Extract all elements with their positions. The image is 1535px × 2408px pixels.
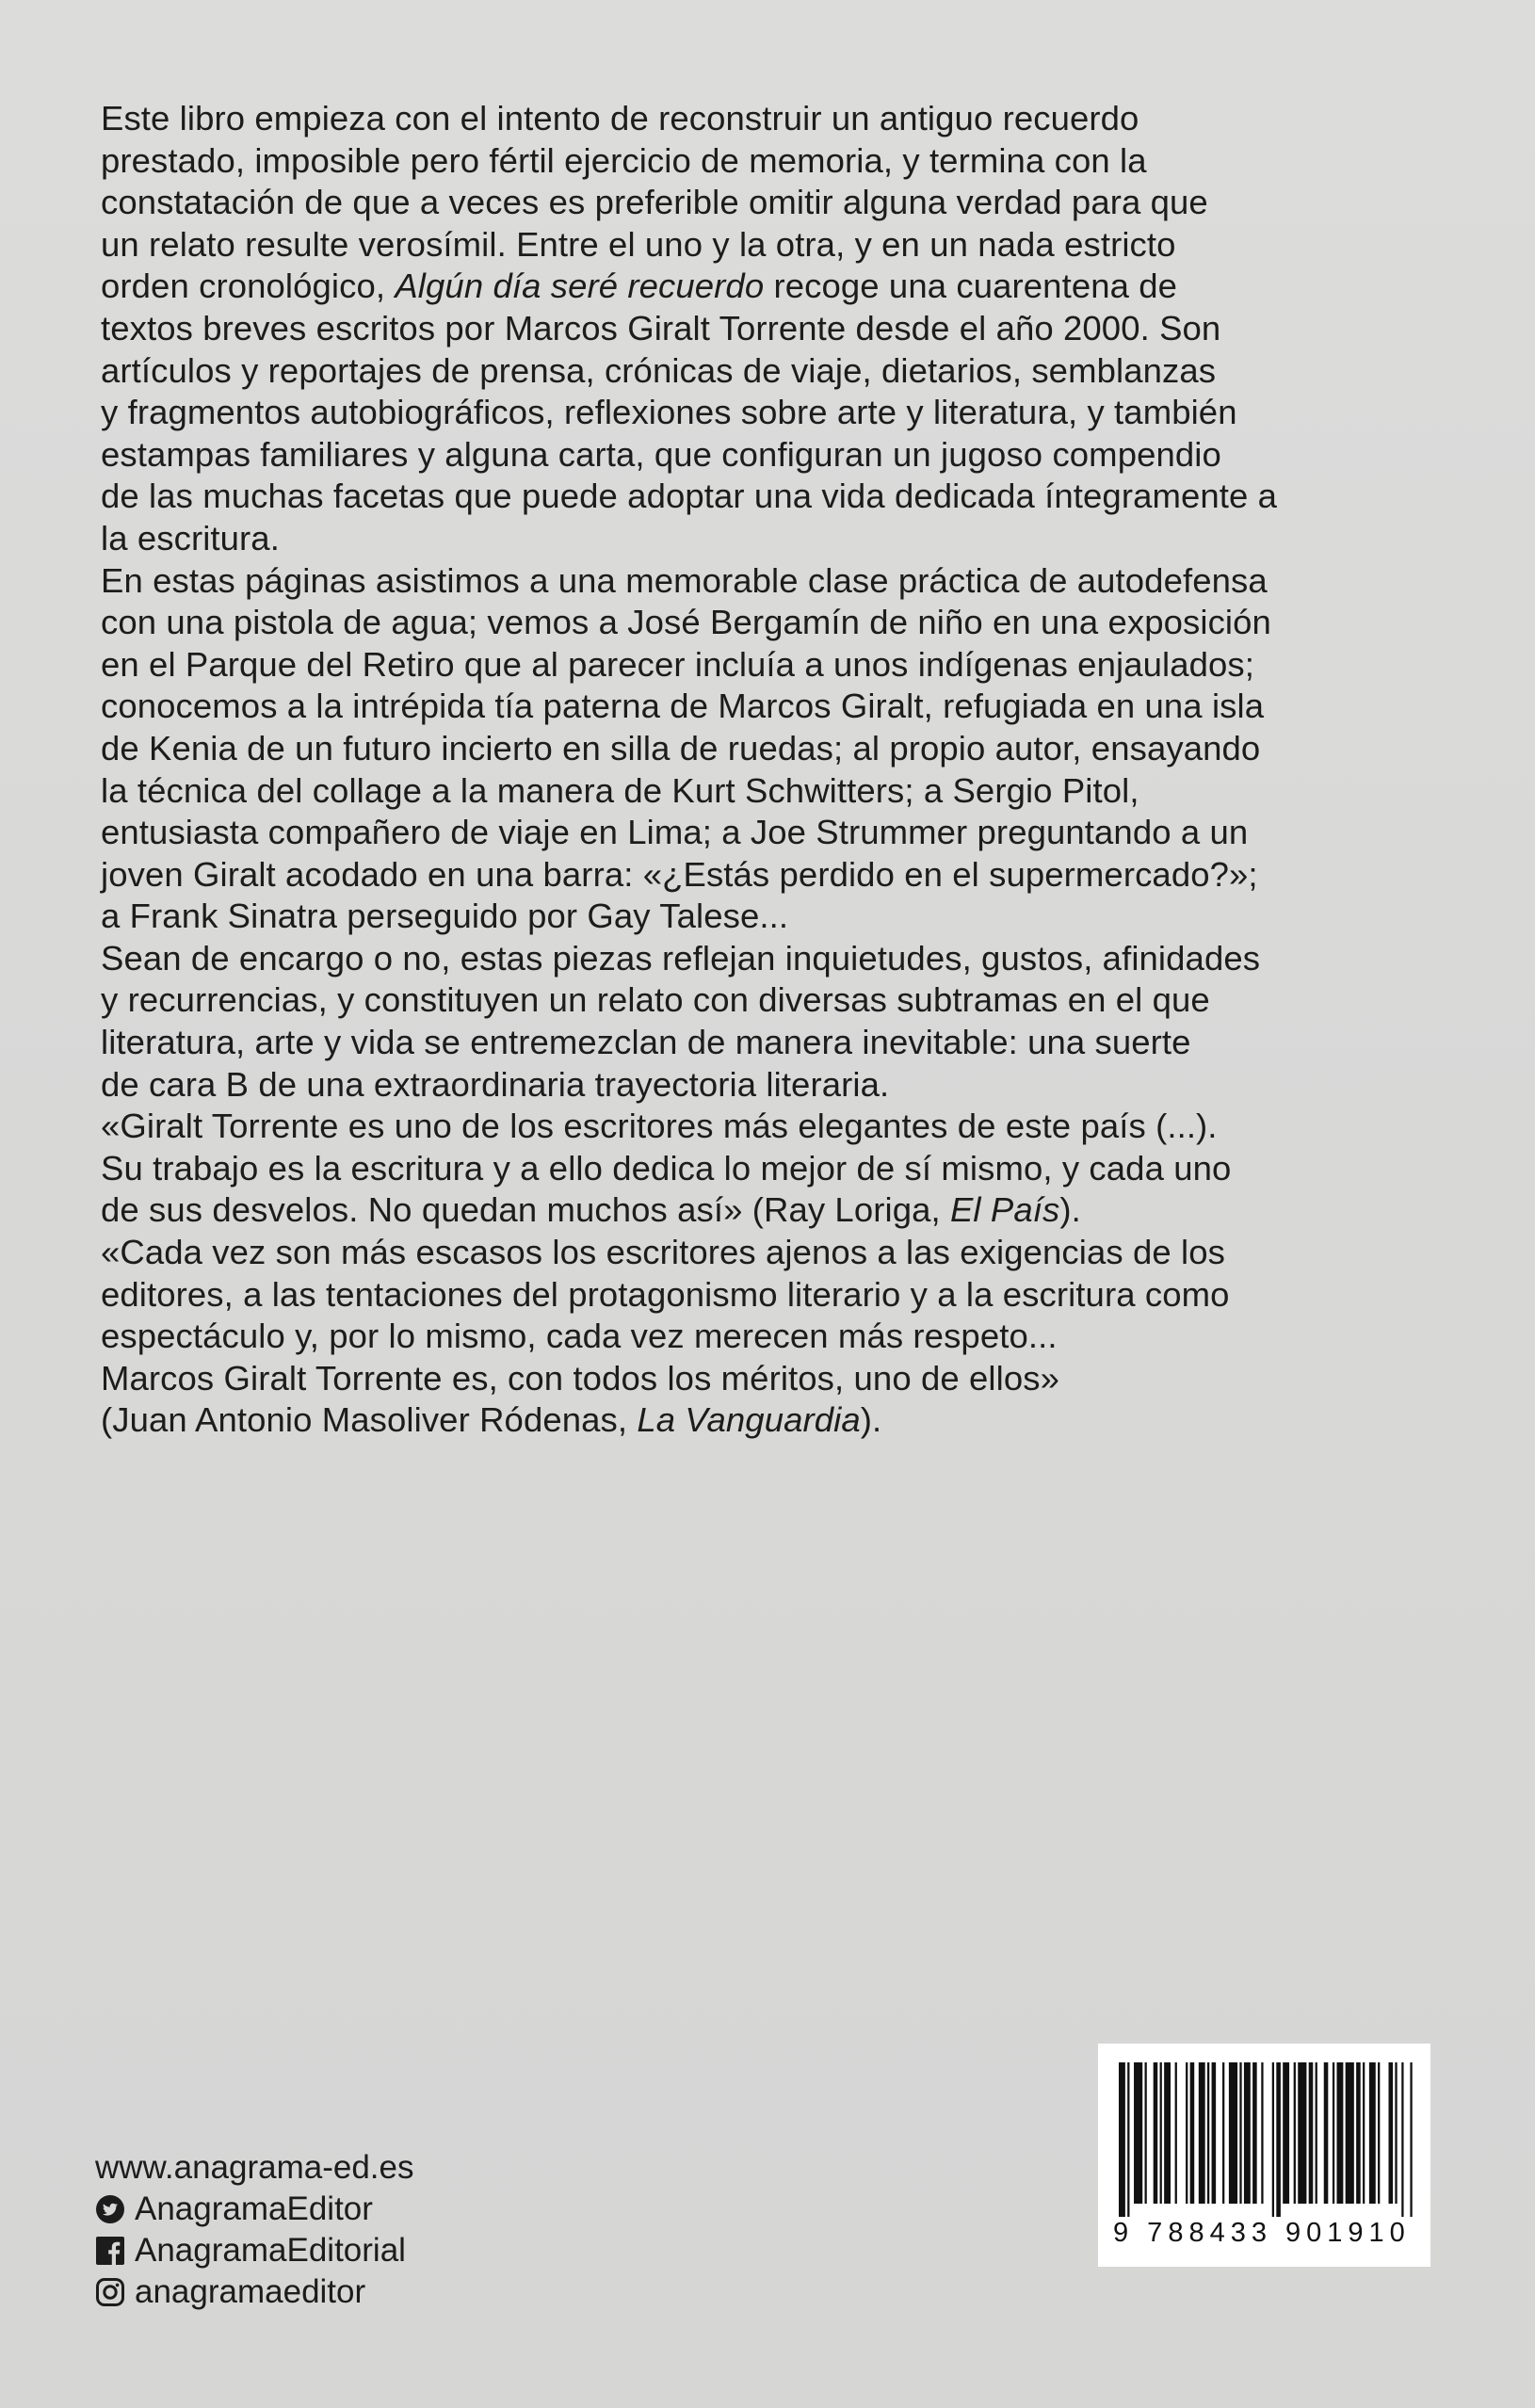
barcode-bar (1212, 2062, 1217, 2204)
review-quote-masoliver (101, 1232, 1457, 1442)
text-line: a Frank Sinatra perseguido por Gay Talese... (101, 897, 789, 936)
blurb-text (101, 98, 1457, 1442)
barcode-bar (1309, 2062, 1314, 2204)
twitter-icon (95, 2194, 125, 2224)
isbn-barcode (1098, 2044, 1430, 2267)
barcode-bar (1190, 2062, 1195, 2204)
barcode-bar (1389, 2062, 1394, 2204)
text-line: Sean de encargo o no, estas piezas reflejan inquietudes, gustos, afinidades (101, 938, 1261, 978)
barcode-bar (1154, 2062, 1158, 2204)
barcode-bars (1119, 2062, 1414, 2217)
blurb-paragraph-2 (101, 560, 1457, 938)
text-line: En estas páginas asistimos a una memorable clase práctica de autodefensa (101, 560, 1268, 600)
text-line: en el Parque del Retiro que al parecer incluía a unos indígenas enjaulados; (101, 644, 1254, 684)
barcode-bar (1261, 2062, 1263, 2204)
text-segment: recoge una cuarentena de (764, 267, 1178, 306)
barcode-bar (1294, 2062, 1296, 2204)
barcode-bar (1333, 2062, 1334, 2204)
text-line: con una pistola de agua; vemos a José Bergamín de niño en una exposición (101, 603, 1271, 642)
italic-title: Algún día seré recuerdo (395, 267, 765, 306)
barcode-bar (1363, 2062, 1365, 2204)
barcode-bar (1119, 2062, 1125, 2217)
barcode-bar (1346, 2062, 1354, 2204)
text-line: de Kenia de un futuro incierto en silla de ruedas; al propio autor, ensayando (101, 728, 1261, 768)
barcode-bar (1252, 2062, 1257, 2204)
barcode-bar (1239, 2062, 1241, 2204)
barcode-bar (1316, 2062, 1317, 2204)
text-line: «Cada vez son más escasos los escritores ajenos a las exigencias de los (101, 1233, 1225, 1272)
blurb-paragraph-1 (101, 98, 1457, 560)
review-quote-loriga (101, 1106, 1457, 1232)
italic-title: El País (949, 1190, 1060, 1230)
text-line: un relato resulte verosímil. Entre el uno y la otra, y en un nada estricto (101, 224, 1176, 264)
blurb-paragraph-3 (101, 938, 1457, 1106)
text-segment: de sus desvelos. No quedan muchos así» (Ray Loriga, (101, 1190, 950, 1230)
text-line: estampas familiares y alguna carta, que configuran un jugoso compendio (101, 434, 1221, 474)
barcode-bar (1222, 2062, 1224, 2204)
barcode-bar (1160, 2062, 1162, 2204)
barcode-bar (1378, 2062, 1380, 2204)
text-segment: ). (1059, 1190, 1081, 1230)
twitter-row[interactable] (95, 2189, 414, 2230)
text-line: de las muchas facetas que puede adoptar una vida dedicada íntegramente a (101, 477, 1278, 516)
barcode-bar (1324, 2062, 1329, 2204)
text-line: constatación de que a veces es preferible omitir alguna verdad para que (101, 183, 1208, 222)
text-line: espectáculo y, por lo mismo, cada vez merecen más respeto... (101, 1317, 1058, 1356)
text-line: joven Giralt acodado en una barra: «¿Estás perdido en el supermercado?»; (101, 854, 1258, 894)
website-row[interactable] (95, 2147, 414, 2189)
text-segment: ). (860, 1400, 882, 1440)
isbn-number: 9 788433 901910 (1113, 2218, 1411, 2248)
barcode-bar (1276, 2062, 1281, 2217)
publisher-links (95, 2147, 414, 2313)
twitter-handle[interactable]: AnagramaEditor (135, 2190, 373, 2227)
text-line: artículos y reportajes de prensa, crónicas de viaje, dietarios, semblanzas (101, 350, 1217, 390)
text-line: la escritura. (101, 518, 280, 558)
barcode-bar (1272, 2062, 1274, 2217)
instagram-row[interactable] (95, 2271, 414, 2313)
instagram-icon (95, 2277, 125, 2307)
barcode-bar (1356, 2062, 1361, 2204)
text-line: editores, a las tentaciones del protagonismo literario y a la escritura como (101, 1274, 1230, 1314)
barcode-bar (1283, 2062, 1289, 2204)
barcode-bar (1164, 2062, 1171, 2204)
text-line (101, 1399, 1457, 1442)
text-line: Marcos Giralt Torrente es, con todos los méritos, uno de ellos» (101, 1358, 1059, 1398)
instagram-handle[interactable]: anagramaeditor (135, 2273, 366, 2310)
text-line: Su trabajo es la escritura y a ello dedica lo mejor de sí mismo, y cada uno (101, 1148, 1232, 1188)
text-line: prestado, imposible pero fértil ejercicio de memoria, y termina con la (101, 140, 1147, 180)
barcode-bar (1199, 2062, 1205, 2204)
italic-title: La Vanguardia (637, 1400, 861, 1440)
barcode-bar (1229, 2062, 1237, 2204)
barcode-bar (1369, 2062, 1376, 2204)
text-line: y recurrencias, y constituyen un relato con diversas subtramas en el que (101, 980, 1210, 1020)
text-line: y fragmentos autobiográficos, reflexiones sobre arte y literatura, y también (101, 393, 1237, 432)
text-line (101, 266, 1457, 308)
barcode-bar (1207, 2062, 1209, 2204)
website-link[interactable]: www.anagrama-ed.es (95, 2149, 414, 2186)
text-segment: (Juan Antonio Masoliver Ródenas, (101, 1400, 638, 1440)
text-line: entusiasta compañero de viaje en Lima; a Joe Strummer preguntando a un (101, 813, 1249, 852)
barcode-bar (1175, 2062, 1177, 2204)
text-line: textos breves escritos por Marcos Giralt Torrente desde el año 2000. Son (101, 308, 1221, 347)
text-line: conocemos a la intrépida tía paterna de Marcos Giralt, refugiada en una isla (101, 687, 1265, 726)
facebook-icon (95, 2236, 125, 2266)
facebook-row[interactable] (95, 2230, 414, 2271)
barcode-bar (1336, 2062, 1343, 2204)
facebook-page[interactable]: AnagramaEditorial (135, 2232, 406, 2269)
text-line: literatura, arte y vida se entremezclan de manera inevitable: una suerte (101, 1023, 1191, 1062)
barcode-bar (1244, 2062, 1251, 2204)
text-line (101, 1189, 1457, 1232)
barcode-bar (1410, 2062, 1412, 2217)
text-line: «Giralt Torrente es uno de los escritores más elegantes de este país (...). (101, 1107, 1218, 1146)
barcode-bar (1127, 2062, 1129, 2217)
text-segment: orden cronológico, (101, 267, 396, 306)
barcode-bar (1395, 2062, 1397, 2204)
barcode-bar (1186, 2062, 1188, 2204)
text-line: Este libro empieza con el intento de reconstruir un antiguo recuerdo (101, 99, 1139, 137)
barcode-bar (1298, 2062, 1306, 2204)
barcode-bar (1145, 2062, 1147, 2204)
text-line: de cara B de una extraordinaria trayectoria literaria. (101, 1064, 890, 1104)
barcode-bar (1134, 2062, 1142, 2204)
barcode-bar (1401, 2062, 1403, 2217)
text-line: la técnica del collage a la manera de Kurt Schwitters; a Sergio Pitol, (101, 770, 1139, 810)
